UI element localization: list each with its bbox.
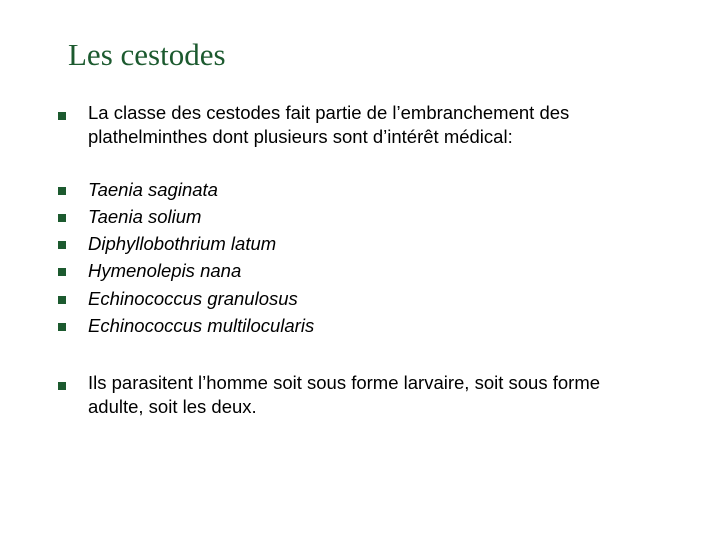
square-bullet-icon: [58, 241, 66, 249]
square-bullet-icon: [58, 323, 66, 331]
square-bullet-icon: [58, 214, 66, 222]
square-bullet-icon: [58, 187, 66, 195]
square-bullet-icon: [58, 296, 66, 304]
bullet-text: Taenia saginata: [88, 179, 218, 200]
square-bullet-icon: [58, 112, 66, 120]
bullet-text: Diphyllobothrium latum: [88, 233, 277, 254]
square-bullet-icon: [58, 268, 66, 276]
slide-title: Les cestodes: [68, 37, 226, 72]
square-bullet-icon: [58, 382, 66, 390]
bullet-text: Echinococcus granulosus: [88, 288, 298, 309]
bullet-text: Echinococcus multilocularis: [88, 315, 315, 336]
bullet-text: Ils parasitent l’homme soit sous forme larvaire, soit sous forme adulte, soit les deux.: [88, 372, 601, 417]
bullet-text: Hymenolepis nana: [88, 260, 242, 281]
bullet-text: La classe des cestodes fait partie de l’embranchement des plathelminthes dont plusieurs sont d’intérêt médical:: [88, 102, 570, 147]
bullet-text: Taenia solium: [88, 206, 202, 227]
